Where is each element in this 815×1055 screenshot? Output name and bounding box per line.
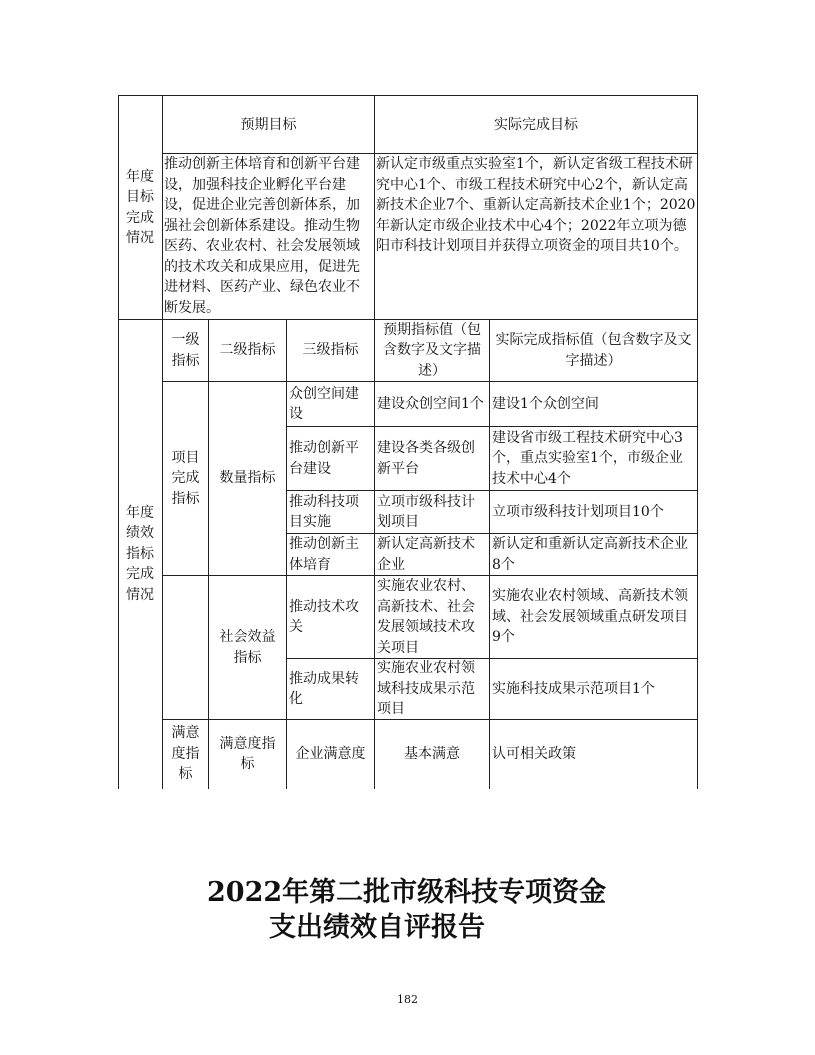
table-row-2-actual: 立项市级科技计划项目10个 (492, 503, 664, 520)
table-row-5-expected: 实施农业农村领域科技成果示范项目 (377, 660, 475, 718)
report-title-line2: 支出绩效自评报告 (269, 912, 485, 943)
table-row-1-level3: 推动创新平台建设 (289, 440, 359, 477)
table-row-5-level3: 推动成果转化 (289, 670, 359, 707)
t2-row-line-3 (286, 533, 698, 534)
table-row-0-expected: 建设众创空间1个 (377, 395, 484, 412)
header-level1: 一级指标 (171, 332, 200, 369)
table1-col-expected-header: 预期目标 (240, 116, 297, 133)
table-row-6-expected: 基本满意 (404, 745, 460, 762)
table-row-4-expected: 实施农业农村、高新技术、社会发展领域技术攻关项目 (377, 578, 475, 656)
report-title-line1: 2022年第二批市级科技专项资金 (207, 877, 607, 908)
t2-group-line-1 (162, 575, 698, 576)
t1-top-border (118, 95, 698, 96)
header-level3: 三级指标 (302, 342, 359, 359)
t1-col-divider-b (374, 95, 375, 320)
group2-level1-empty (163, 576, 208, 719)
t1-left-border (118, 95, 119, 320)
t1-col-divider-a (162, 95, 163, 320)
t2-row-line-1 (286, 426, 698, 427)
table-row-1-expected: 建设各类各级创新平台 (377, 440, 475, 477)
header-actual: 实际完成指标值（包含数字及文字描述） (495, 332, 692, 369)
t2-group-line-2 (162, 719, 698, 720)
t2-row-line-5 (286, 658, 698, 659)
header-level2: 二级指标 (219, 342, 276, 359)
t1-header-divider (162, 153, 698, 154)
table-row-3-actual: 新认定和重新认定高新技术企业8个 (492, 536, 688, 573)
t2-row-line-2 (286, 490, 698, 491)
table1-col-actual-header: 实际完成目标 (494, 116, 578, 133)
table-row-2-level3: 推动科技项目实施 (289, 493, 359, 530)
table-row-0-actual: 建设1个众创空间 (492, 395, 599, 412)
table-row-4-actual: 实施农业农村领域、高新技术领域、社会发展领域重点研发项目9个 (492, 588, 688, 646)
table-row-3-expected: 新认定高新技术企业 (377, 536, 475, 573)
table-row-4-level3: 推动技术攻关 (289, 598, 359, 635)
group3-level1: 满意度指标 (171, 725, 200, 783)
table1-actual-text: 新认定市级重点实验室1个，新认定省级工程技术研究中心1个、市级工程技术研究中心2个，新认定高新技术企业7个、重新认定高新技术企业1个；2020年新认定市级企业技术中心4个；2022年立项为德阳市科技计划项目并获得立项资金的项目共10个。 (376, 156, 696, 254)
table1-expected-text: 推动创新主体培育和创新平台建设，加强科技企业孵化平台建设，促进企业完善创新体系，加强社会创新体系建设。推动生物医药、农业农村、社会发展领域的技术攻关和成果应用，促进先进材料、医药产业、绿色农业不断发展。 (164, 156, 360, 316)
t2-header-bottom (162, 381, 698, 382)
table-row-1-actual: 建设省市级工程技术研究中心3个，重点实验室1个，市级企业技术中心4个 (492, 429, 683, 487)
table-row-6-level3: 企业满意度 (295, 745, 366, 762)
t1-bottom-border (118, 319, 698, 320)
table-row-5-actual: 实施科技成果示范项目1个 (492, 680, 655, 697)
t2-col-divider-3 (286, 319, 287, 719)
t2-col-divider-3b (286, 719, 287, 789)
table2-row-header: 年度绩效指标完成情况 (126, 504, 154, 603)
group2-level2: 社会效益指标 (219, 629, 276, 666)
header-expected: 预期指标值（包含数字及文字描述） (383, 321, 481, 379)
group3-level2: 满意度指标 (219, 735, 276, 772)
table1-row-header: 年度目标完成情况 (126, 168, 154, 246)
table-row-0-level3: 众创空间建设 (289, 385, 359, 422)
t2-left-border (118, 319, 119, 789)
page-number: 182 (397, 993, 418, 1006)
table-row-6-actual: 认可相关政策 (492, 745, 576, 762)
group1-level1: 项目完成指标 (171, 449, 200, 507)
t1-right-border (697, 95, 698, 320)
table-row-2-expected: 立项市级科技计划项目 (377, 493, 475, 530)
table-row-3-level3: 推动创新主体培育 (289, 536, 359, 573)
group1-level2: 数量指标 (219, 470, 276, 487)
